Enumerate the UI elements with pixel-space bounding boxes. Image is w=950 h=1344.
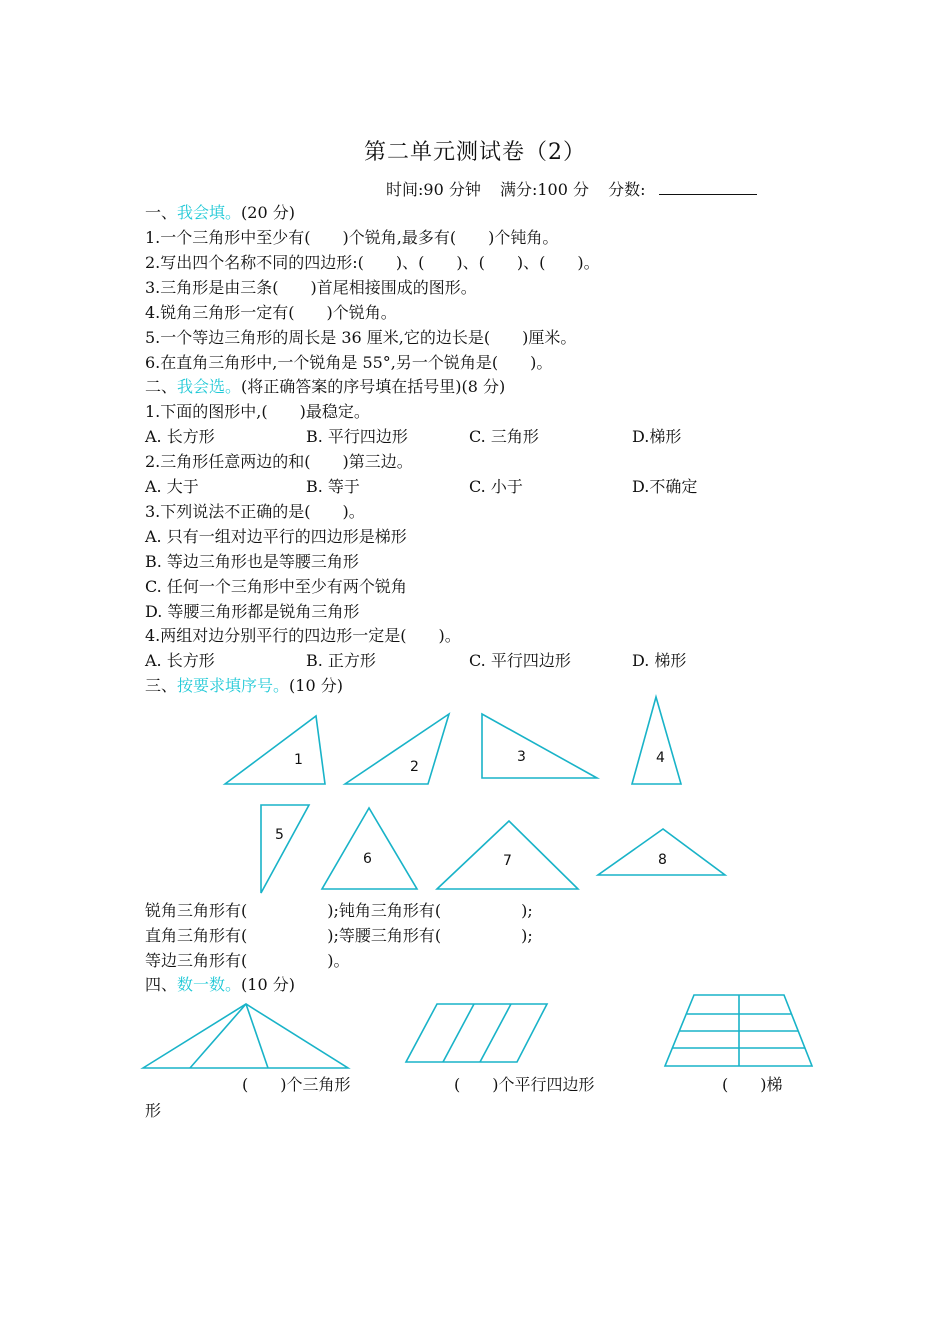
s2-question-4: 4.两组对边分别平行的四边形一定是( )。	[145, 626, 461, 645]
s2-q2-option-d: D.不确定	[632, 477, 698, 496]
count-parallelograms-answer: ( )个平行四边形	[454, 1075, 595, 1094]
triangle-6	[322, 808, 417, 889]
count-triangles-figure	[143, 1004, 348, 1068]
section-1-title: 我会填。	[177, 203, 242, 222]
triangle-1-label: 1	[294, 752, 303, 768]
triangle-4	[632, 697, 681, 784]
section-2-points: (将正确答案的序号填在括号里)(8 分)	[241, 377, 506, 396]
s2-q1-option-a: A. 长方形	[145, 427, 215, 446]
s2-q2-option-b: B. 等于	[306, 477, 360, 496]
s3-answer-line-3: 等边三角形有( )。	[145, 951, 350, 970]
triangle-1	[225, 716, 325, 784]
section-1-prefix: 一、	[145, 203, 178, 222]
s1-question-3: 3.三角形是由三条( )首尾相接围成的图形。	[145, 278, 477, 297]
triangle-5-label: 5	[275, 827, 284, 843]
time-limit: 时间:90 分钟	[386, 180, 481, 199]
section-4-heading	[145, 975, 295, 995]
s2-q4-option-c: C. 平行四边形	[469, 651, 571, 670]
s2-q1-option-c: C. 三角形	[469, 427, 539, 446]
s2-question-3: 3.下列说法不正确的是( )。	[145, 502, 365, 521]
score-label: 分数:	[608, 180, 646, 199]
s3-answer-line-2: 直角三角形有( );等腰三角形有( );	[145, 926, 533, 945]
triangle-3	[482, 714, 597, 778]
s2-q1-option-d: D.梯形	[632, 427, 682, 446]
s2-q3-option-b: B. 等边三角形也是等腰三角形	[145, 552, 359, 571]
triangle-4-label: 4	[656, 750, 665, 766]
count-trapezoids-answer-wrap: 形	[145, 1101, 162, 1120]
count-trapezoids-figure	[665, 995, 812, 1066]
s2-q2-option-c: C. 小于	[469, 477, 523, 496]
section-1-points: (20 分)	[241, 203, 295, 222]
triangle-7-label: 7	[503, 853, 512, 869]
triangle-5	[261, 805, 309, 893]
s2-q4-option-b: B. 正方形	[306, 651, 376, 670]
full-score: 满分:100 分	[499, 180, 589, 199]
s2-question-2: 2.三角形任意两边的和( )第三边。	[145, 452, 413, 471]
triangle-2	[345, 714, 449, 784]
triangle-3-label: 3	[517, 749, 526, 765]
s2-q3-option-c: C. 任何一个三角形中至少有两个锐角	[145, 577, 407, 596]
s3-answer-line-1: 锐角三角形有( );钝角三角形有( );	[145, 901, 533, 920]
s1-question-1: 1.一个三角形中至少有( )个锐角,最多有( )个钝角。	[145, 228, 559, 247]
s2-question-1: 1.下面的图形中,( )最稳定。	[145, 402, 370, 421]
section-3-prefix: 三、	[145, 676, 178, 695]
section-4-title: 数一数。	[177, 975, 242, 994]
triangle-6-label: 6	[363, 851, 372, 867]
s1-question-6: 6.在直角三角形中,一个锐角是 55°,另一个锐角是( )。	[145, 353, 553, 372]
s1-question-5: 5.一个等边三角形的周长是 36 厘米,它的边长是( )厘米。	[145, 328, 577, 347]
section-3-title: 按要求填序号。	[177, 676, 290, 695]
section-3-points: (10 分)	[289, 676, 343, 695]
section-4-prefix: 四、	[145, 975, 178, 994]
s2-q3-option-d: D. 等腰三角形都是锐角三角形	[145, 602, 360, 621]
s1-question-4: 4.锐角三角形一定有( )个锐角。	[145, 303, 397, 322]
s2-q1-option-b: B. 平行四边形	[306, 427, 408, 446]
s2-q2-option-a: A. 大于	[145, 477, 199, 496]
s2-q3-option-a: A. 只有一组对边平行的四边形是梯形	[145, 527, 407, 546]
triangle-8-label: 8	[658, 852, 667, 868]
count-parallelograms-figure	[406, 1004, 547, 1062]
s2-q4-option-d: D. 梯形	[632, 651, 687, 670]
section-2-title: 我会选。	[177, 377, 242, 396]
triangle-2-label: 2	[410, 759, 419, 775]
count-triangles-answer: ( )个三角形	[242, 1075, 351, 1094]
section-2-prefix: 二、	[145, 377, 178, 396]
page-title: 第二单元测试卷（2）	[364, 140, 586, 165]
count-trapezoids-answer: ( )梯	[722, 1075, 783, 1094]
section-4-points: (10 分)	[241, 975, 295, 994]
s1-question-2: 2.写出四个名称不同的四边形:( )、( )、( )、( )。	[145, 253, 600, 272]
s2-q4-option-a: A. 长方形	[145, 651, 215, 670]
